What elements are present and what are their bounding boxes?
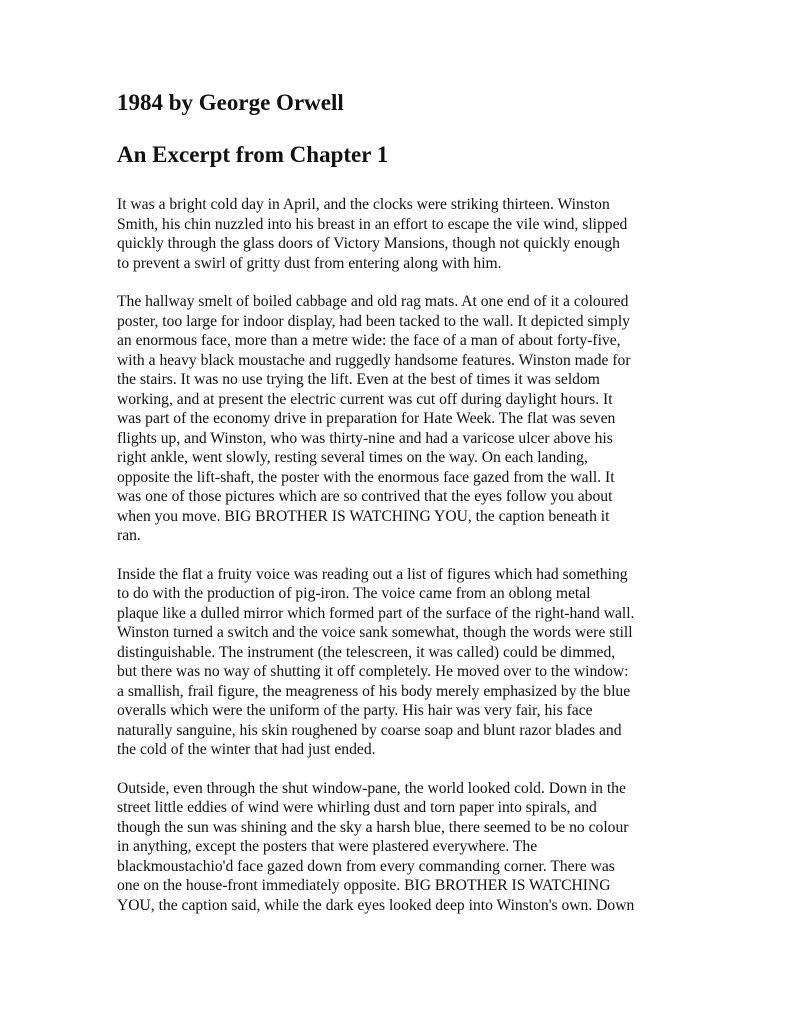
text-line: Winston turned a switch and the voice sank somewhat, though the words were still [117, 624, 633, 641]
text-line: one on the house-front immediately opposite. BIG BROTHER IS WATCHING [117, 877, 611, 894]
document-page [117, 88, 687, 934]
text-line: blackmoustachio'd face gazed down from every commanding corner. There was [117, 857, 615, 875]
document-title: 1984 by George Orwell [117, 90, 344, 115]
paragraph-1 [117, 195, 687, 273]
text-line: opposite the lift-shaft, the poster with the enormous face gazed from the wall. It [117, 468, 615, 486]
text-line: poster, too large for indoor display, had been tacked to the wall. It depicted simply [117, 312, 630, 330]
text-line: naturally sanguine, his skin roughened by coarse soap and blunt razor blades and [117, 721, 622, 739]
text-line: The hallway smelt of boiled cabbage and old rag mats. At one end of it a coloured [117, 293, 629, 310]
text-line: It was a bright cold day in April, and the clocks were striking thirteen. Winston [117, 196, 610, 213]
text-line: with a heavy black moustache and ruggedly handsome features. Winston made for [117, 351, 631, 369]
text-line: plaque like a dulled mirror which formed part of the surface of the right-hand wall. [117, 604, 635, 622]
text-line: flights up, and Winston, who was thirty-nine and had a varicose ulcer above his [117, 429, 613, 447]
chapter-subtitle: An Excerpt from Chapter 1 [117, 142, 389, 167]
text-line: an enormous face, more than a metre wide: the face of a man of about forty-five, [117, 332, 621, 349]
paragraph-2 [117, 292, 687, 546]
text-line: distinguishable. The instrument (the telescreen, it was called) could be dimmed, [117, 643, 616, 661]
text-line: street little eddies of wind were whirling dust and torn paper into spirals, and [117, 799, 597, 816]
text-line: when you move. BIG BROTHER IS WATCHING YOU, the caption beneath it [117, 507, 610, 525]
text-line: was one of those pictures which are so contrived that the eyes follow you about [117, 488, 613, 505]
text-line: Outside, even through the shut window-pane, the world looked cold. Down in the [117, 779, 626, 797]
text-line: Smith, his chin nuzzled into his breast in an effort to escape the vile wind, slipped [117, 215, 628, 233]
text-line: but there was no way of shutting it off completely. He moved over to the window: [117, 663, 629, 680]
text-line: was part of the economy drive in preparation for Hate Week. The flat was seven [117, 410, 616, 427]
text-line: a smallish, frail figure, the meagreness of his body merely emphasized by the blue [117, 682, 631, 700]
text-line: to do with the production of pig-iron. The voice came from an oblong metal [117, 585, 591, 602]
text-line: to prevent a swirl of gritty dust from entering along with him. [117, 254, 502, 272]
text-line: right ankle, went slowly, resting several times on the way. On each landing, [117, 449, 588, 466]
text-line: ran. [117, 527, 141, 544]
text-line: working, and at present the electric current was cut off during daylight hours. It [117, 390, 613, 408]
text-line: though the sun was shining and the sky a harsh blue, there seemed to be no colour [117, 818, 629, 836]
text-line: Inside the flat a fruity voice was reading out a list of figures which had something [117, 565, 628, 583]
text-line: YOU, the caption said, while the dark eyes looked deep into Winston's own. Down [117, 896, 635, 914]
text-line: the cold of the winter that had just ended. [117, 741, 376, 758]
text-line: the stairs. It was no use trying the lift. Even at the best of times it was seldom [117, 371, 600, 388]
text-line: quickly through the glass doors of Victory Mansions, though not quickly enough [117, 235, 620, 252]
text-line: in anything, except the posters that were plastered everywhere. The [117, 838, 538, 855]
text-line: overalls which were the uniform of the party. His hair was very fair, his face [117, 702, 593, 719]
paragraph-4 [117, 779, 687, 916]
paragraph-3 [117, 565, 687, 760]
